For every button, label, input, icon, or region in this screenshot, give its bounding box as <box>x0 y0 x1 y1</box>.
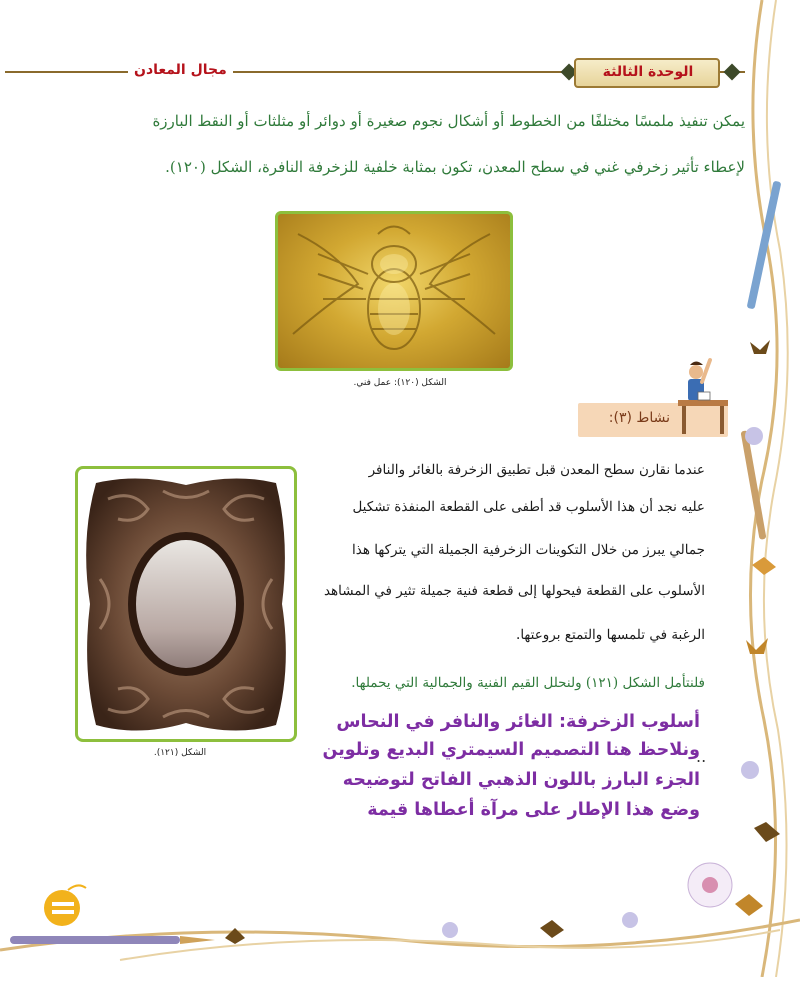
butterfly-icon <box>540 920 564 938</box>
body-line-4: الأسلوب على القطعة فيحولها إلى قطعة فنية جميلة تثير في المشاهد <box>323 583 705 599</box>
answer-line-1: أسلوب الزخرفة: الغائر والنافر في النحاس <box>336 712 700 732</box>
publisher-logo-icon <box>38 882 94 928</box>
butterfly-icon <box>225 928 245 944</box>
body-line-1: عندما نقارن سطح المعدن قبل تطبيق الزخرفة بالغائر والنافر <box>368 462 705 478</box>
field-title: مجال المعادن <box>128 62 233 78</box>
answer-line-2: ونلاحظ هنا التصميم السيمتري البديع وتلوين <box>322 740 700 760</box>
butterfly-icon <box>735 894 763 916</box>
unit-title: الوحدة الثالثة <box>602 64 694 80</box>
figure-120-image <box>275 211 513 371</box>
intro-line-2: لإعطاء تأثير زخرفي غني في سطح المعدن، تكون بمثابة خلفية للزخرفة النافرة، الشكل (١٢٠). <box>165 158 745 176</box>
bottom-decorative-border <box>0 860 800 977</box>
intro-line-1: يمكن تنفيذ ملمسًا مختلفًا من الخطوط أو أشكال نجوم صغيرة أو دوائر أو مثلثات أو النقط البارزة <box>152 112 745 130</box>
flower-icon <box>442 922 458 938</box>
answer-dots: .. <box>696 747 707 766</box>
golden-relief-art <box>278 214 510 368</box>
answer-line-3: الجزء البارز باللون الذهبي الفاتح لتوضيحه <box>342 770 700 790</box>
body-line-3: جمالي يبرز من خلال التكوينات الزخرفية الجميلة التي يتركها هذا <box>351 542 705 558</box>
body-line-2: عليه نجد أن هذا الأسلوب قد أطفى على القطعة المنفذة تشكيل <box>352 499 705 515</box>
flower-icon <box>741 761 759 779</box>
flower-icon <box>622 912 638 928</box>
figure-120-caption: الشكل (١٢٠): عمل فني. <box>353 378 447 388</box>
student-at-desk-illustration <box>676 352 730 436</box>
copper-mirror-frame <box>78 469 294 739</box>
activity-label: نشاط (٣): <box>608 410 670 426</box>
answer-line-4: وضع هذا الإطار على مرآة أعطاها قيمة <box>367 800 700 820</box>
paintbrush-icon <box>10 936 180 944</box>
figure-121-caption: الشكل (١٢١). <box>153 748 207 758</box>
figure-121-image <box>75 466 297 742</box>
body-line-5: الرغبة في تلمسها والتمتع بروعتها. <box>516 627 705 643</box>
butterfly-icon <box>750 340 770 354</box>
flower-icon <box>745 427 763 445</box>
pencil-icon <box>747 181 782 310</box>
reflection-prompt: فلنتأمل الشكل (١٢١) ولنحلل القيم الفنية والجمالية التي يحملها. <box>351 675 705 691</box>
right-decorative-border <box>732 0 800 977</box>
butterfly-icon <box>752 557 776 575</box>
